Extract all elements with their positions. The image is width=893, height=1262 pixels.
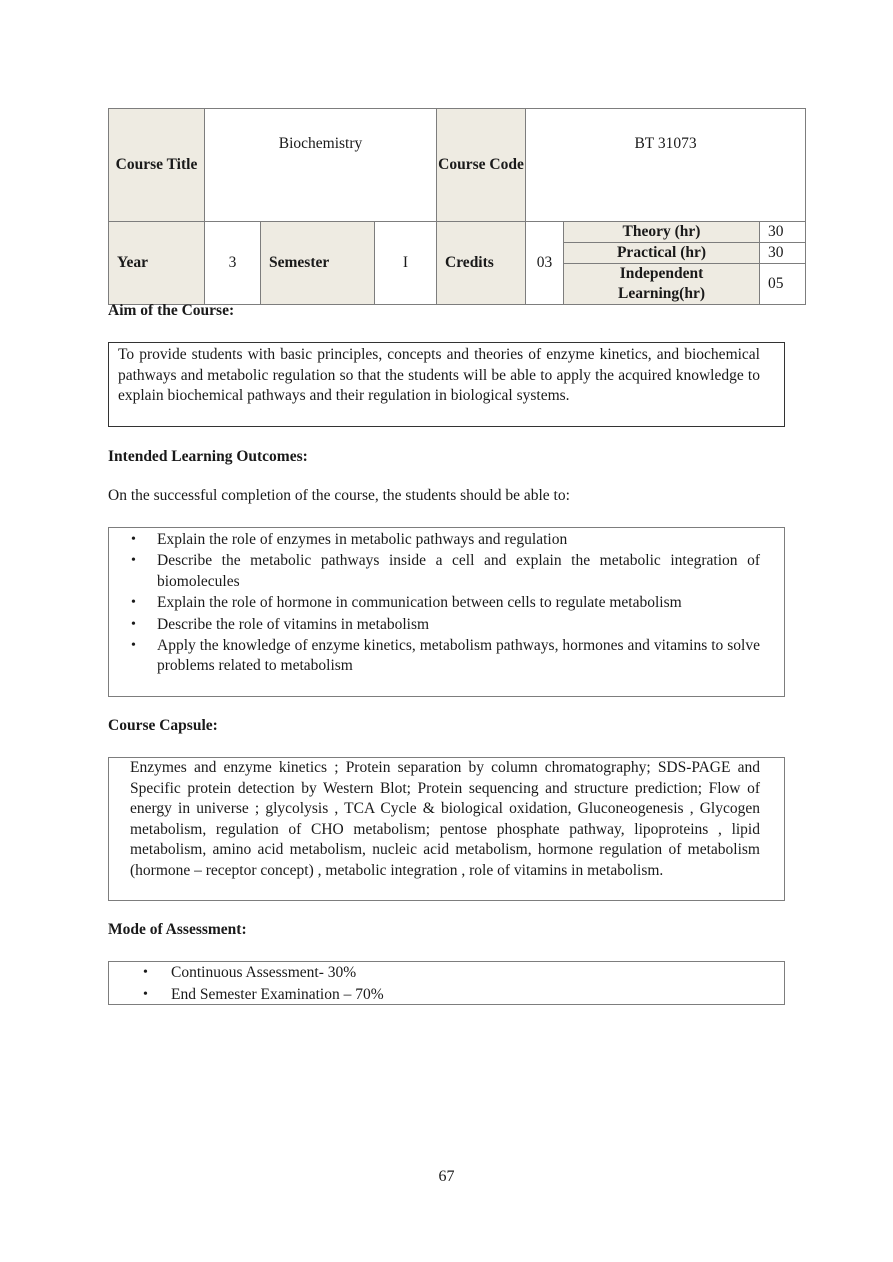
course-code-value: BT 31073 (526, 109, 806, 222)
bullet-icon: • (143, 987, 148, 1002)
aim-box (108, 342, 785, 427)
aim-text: To provide students with basic principles, concepts and theories of enzyme kinetics, and biochemical pathways and metabolic regulation so that the students will be able to apply the acquired knowledge to explain biochemical pathways and their regulation in biological systems. (118, 346, 760, 405)
bullet-icon: • (131, 532, 136, 547)
outcome-item: • Explain the role of enzymes in metabolic pathways and regulation (109, 530, 784, 550)
outcomes-intro: On the successful completion of the course, the students should be able to: (108, 487, 570, 504)
credits-label: Credits (437, 222, 526, 305)
year-value: 3 (205, 222, 261, 305)
theory-hours-label: Theory (hr) (564, 222, 760, 243)
practical-hours-label: Practical (hr) (564, 243, 760, 264)
outcome-item: • Describe the metabolic pathways inside a cell and explain the metabolic integration of biomolecules (131, 552, 760, 590)
outcome-item: • Explain the role of hormone in communication between cells to regulate metabolism (109, 593, 784, 613)
theory-hours-value: 30 (760, 222, 806, 243)
bullet-icon: • (131, 595, 136, 611)
assessment-item: • End Semester Examination – 70% (109, 984, 784, 1006)
assessment-heading: Mode of Assessment: (108, 921, 247, 938)
assessment-box (108, 961, 785, 1005)
outcome-item: • Apply the knowledge of enzyme kinetics, metabolism pathways, hormones and vitamins to solve problems related to metabolism (131, 637, 760, 675)
bullet-icon: • (131, 553, 136, 569)
assessment-item: • Continuous Assessment- 30% (109, 962, 784, 984)
outcome-item: • Describe the role of vitamins in metabolism (109, 615, 784, 635)
bullet-icon: • (131, 638, 136, 654)
year-label: Year (109, 222, 205, 305)
capsule-text: Enzymes and enzyme kinetics ; Protein separation by column chromatography; SDS-PAGE and Specific protein detection by Western Blot; Protein sequencing and structure prediction; Flow of energy in universe ; glycolysis , TCA Cycle & biological oxidation, Gluconeogenesis , Glycogen metabolism, regulation of CHO metabolism; pentose phosphate pathway, lipoproteins , lipid metabolism, amino acid metabolism, nucleic acid metabolism, hormone regulation of metabolism (hormone – receptor concept) , metabolic integration , role of vitamins in metabolism. (130, 759, 760, 879)
credits-value: 03 (526, 222, 564, 305)
practical-hours-value: 30 (760, 243, 806, 264)
outcomes-list (109, 530, 784, 677)
assessment-list (109, 962, 784, 1006)
outcomes-box (108, 527, 785, 697)
aim-heading: Aim of the Course: (108, 302, 235, 319)
semester-value: I (375, 222, 437, 305)
independent-hours-label: Independent Learning(hr) (564, 264, 760, 305)
course-info-table (108, 108, 806, 305)
independent-hours-value: 05 (760, 264, 806, 305)
course-title-value: Biochemistry (205, 109, 437, 222)
capsule-box (108, 757, 785, 901)
outcomes-heading: Intended Learning Outcomes: (108, 448, 308, 465)
course-title-label: Course Title (109, 109, 205, 222)
bullet-icon: • (131, 616, 136, 632)
bullet-icon: • (143, 965, 148, 980)
course-code-label: Course Code (437, 109, 526, 222)
semester-label: Semester (261, 222, 375, 305)
page-number: 67 (438, 1168, 455, 1185)
capsule-heading: Course Capsule: (108, 717, 218, 734)
